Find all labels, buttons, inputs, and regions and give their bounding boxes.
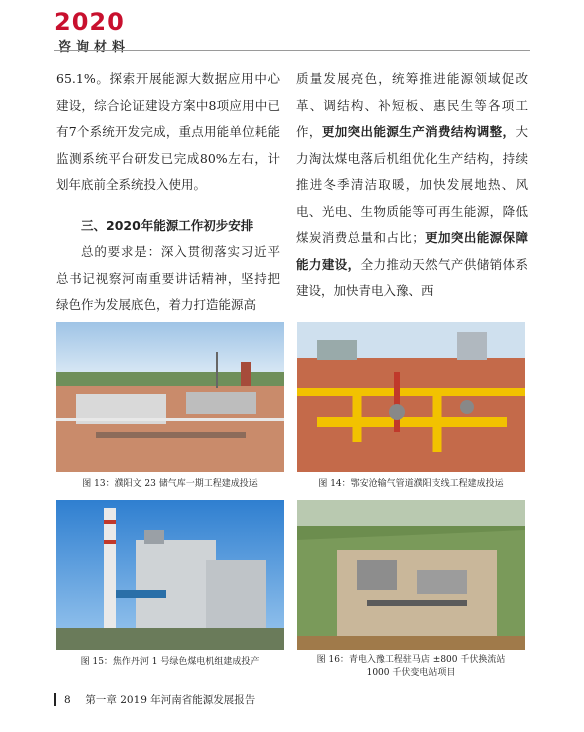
section-heading-2020-plan: 三、2020年能源工作初步安排 — [81, 217, 254, 233]
emphasis-structure-adjustment: 更加突出能源生产消费结构调整， — [321, 124, 516, 139]
figure-13-caption: 图 13：濮阳文 23 储气库一期工程建成投运 — [82, 479, 258, 489]
photo-gas-storage — [56, 322, 284, 472]
header-divider — [54, 50, 530, 51]
page-number: 8 — [64, 694, 71, 706]
footer-marker — [54, 693, 56, 706]
report-logo — [54, 8, 134, 55]
figure-16-caption-line2: 1000 千伏变电站项目 — [366, 668, 456, 678]
left-text-column — [56, 66, 280, 319]
power-plant-illustration — [56, 500, 284, 650]
photo-power-plant — [56, 500, 284, 650]
paragraph-energy-data: 65.1%。探索开展能源大数据应用中心建设，综合论证建设方案中8项应用中已有7个系统开发完成，重点用能单位耗能监测系统平台研发已完成80%左右，计划年底前全系统投入使用。 — [56, 71, 280, 192]
paragraph-continued — [296, 66, 528, 305]
gas-storage-illustration — [56, 322, 284, 472]
pipeline-illustration — [297, 322, 525, 472]
logo-year: 2020 — [54, 8, 125, 36]
emphasis-supply-capacity: 更加突出能源保障能力建设， — [296, 230, 528, 272]
text-run: 质量发展亮色，统筹推进能源领域促改革、调结构、补短板、惠民生等各项工作， — [296, 71, 528, 139]
text-run: 大力淘汰煤电落后机组优化生产结构，持续推进冬季清洁取暖，加快发展地热、风电、光电、生物质能等可再生能源，降低煤炭消费总量和占比； — [296, 124, 528, 245]
text-run: 全力推动天然气产供储销体系建设，加快青电入豫、西 — [296, 256, 528, 298]
right-text-column — [296, 66, 528, 305]
converter-station-illustration — [297, 500, 525, 650]
figure-16-caption-line1: 图 16：青电入豫工程驻马店 ±800 千伏换流站 — [316, 655, 506, 665]
paragraph-general-requirements: 总的要求是：深入贯彻落实习近平总书记视察河南重要讲话精神，坚持把绿色作为发展底色，着力打造能源高 — [56, 244, 280, 312]
page-footer — [64, 692, 255, 707]
figure-14-caption: 图 14：鄂安沧输气管道濮阳支线工程建成投运 — [318, 479, 504, 489]
figure-15-caption: 图 15：焦作丹河 1 号绿色煤电机组建成投产 — [80, 657, 260, 667]
chapter-title: 第一章 2019 年河南省能源发展报告 — [85, 694, 256, 706]
logo-subtitle: 咨询材料 — [58, 40, 131, 55]
photo-converter-station — [297, 500, 525, 650]
photo-gas-pipeline — [297, 322, 525, 472]
